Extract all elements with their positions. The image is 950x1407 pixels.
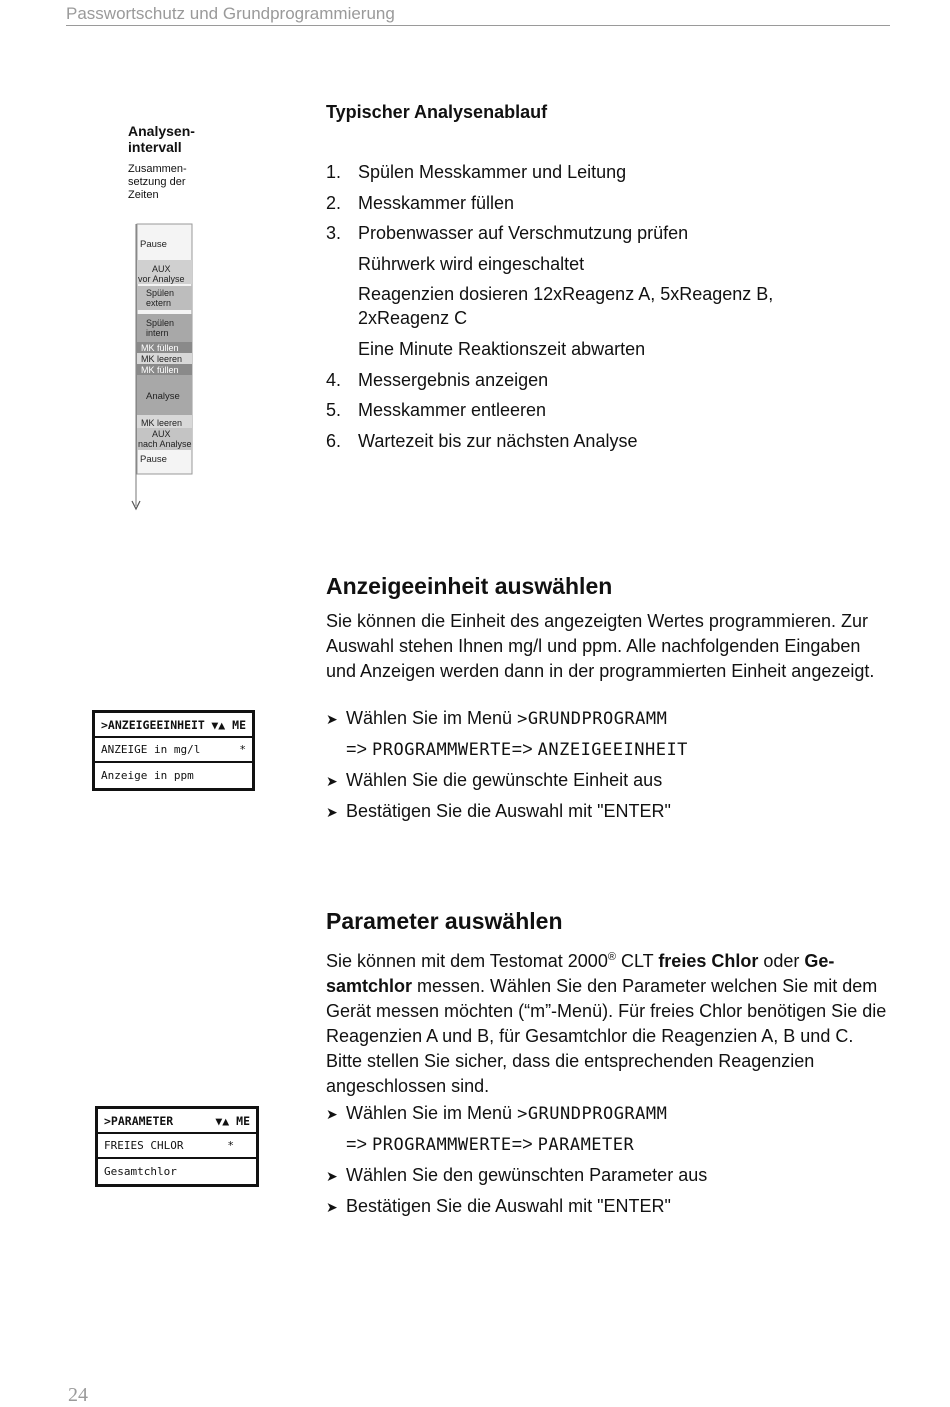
timeline-label: AUX vor Analyse bbox=[138, 264, 185, 284]
lcd-display-parameter: >PARAMETER ▼▲ ME FREIES CHLOR * Gesamtchlor bbox=[95, 1106, 259, 1187]
param-section-heading: Parameter auswählen bbox=[326, 908, 563, 934]
unit-section-paragraph: Sie können die Einheit des angezeigten Wertes programmieren. Zur Auswahl stehen Ihnen mg/l und ppm. Alle nachfolgenden Eingaben und Anzeigen werden dann in der programmierten Einheit angezeigt. bbox=[326, 611, 875, 681]
timeline-label-aux: AUX bbox=[152, 264, 171, 274]
timeline-label: Pause bbox=[140, 239, 167, 250]
timeline-diagram bbox=[128, 222, 200, 514]
timeline-label: MK füllen bbox=[141, 343, 179, 353]
arrowhead-icon: ➤ bbox=[326, 804, 338, 820]
unit-bullet-2: ➤ Wählen Sie die gewünschte Einheit aus bbox=[326, 768, 662, 793]
timeline-label: Spülen extern bbox=[146, 288, 175, 308]
list-item: Rührwerk wird eingeschaltet bbox=[358, 253, 585, 274]
arrowhead-icon: ➤ bbox=[326, 1106, 338, 1122]
param-bullet-1: ➤ Wählen Sie im Menü >GRUNDPROGRAMM bbox=[326, 1103, 668, 1124]
list-item: 5. Messkammer entleeren bbox=[326, 400, 547, 421]
analysis-heading: Typischer Analysenablauf bbox=[326, 102, 548, 122]
timeline-label: MK füllen bbox=[141, 365, 179, 375]
header-rule bbox=[66, 25, 890, 26]
page-header: Passwortschutz und Grundprogrammierung bbox=[66, 4, 395, 23]
timeline-label: Analyse bbox=[146, 391, 180, 402]
timeline-label: MK leeren bbox=[141, 418, 183, 428]
arrowhead-icon: ➤ bbox=[326, 773, 338, 789]
timeline-label: AUX nach Analyse bbox=[138, 429, 192, 449]
analysis-steps bbox=[326, 160, 886, 459]
param-section-paragraph: Sie können mit dem Testomat 2000® CLT freies Chlor oder Ge- samtchlor messen. Wählen Sie den Parameter welchen Sie mit dem Gerät messen möchten (“m”-Menü). Für freies Chlor benötigen Sie die Reagenzien A und B, für Gesamtchlor die Reagenzien A, B und C. Bitte stellen Sie sicher, dass die entsprechenden Reagenzien angeschlossen sind. bbox=[326, 951, 887, 1096]
lcd-display-unit: >ANZEIGEEINHEIT ▼▲ ME ANZEIGE in mg/l * Anzeige in ppm bbox=[92, 710, 255, 791]
list-item: Reagenzien dosieren 12xReagenz A, 5xReagenz B, 2xReagenz C bbox=[358, 284, 774, 329]
param-bullet-2: ➤ Wählen Sie den gewünschten Parameter aus bbox=[326, 1163, 707, 1188]
sidebar-subtitle: Zusammen- setzung der Zeiten bbox=[128, 163, 187, 201]
param-menu-path: => PROGRAMMWERTE=> PARAMETER bbox=[346, 1134, 635, 1155]
arrowhead-icon: ➤ bbox=[326, 711, 338, 727]
unit-bullet-3: ➤ Bestätigen Sie die Auswahl mit "ENTER" bbox=[326, 799, 671, 824]
timeline-label: Spülen intern bbox=[146, 318, 175, 338]
list-item: 6. Wartezeit bis zur nächsten Analyse bbox=[326, 430, 638, 451]
list-item: 1. Spülen Messkammer und Leitung bbox=[326, 162, 627, 182]
unit-section-heading: Anzeigeeinheit auswählen bbox=[326, 573, 613, 599]
arrowhead-icon: ➤ bbox=[326, 1168, 338, 1184]
sidebar-title: Analysen- intervall bbox=[128, 123, 195, 155]
unit-bullet-1: ➤ Wählen Sie im Menü >GRUNDPROGRAMM bbox=[326, 708, 668, 729]
list-item: 4. Messergebnis anzeigen bbox=[326, 369, 549, 390]
timeline-label: MK leeren bbox=[141, 354, 183, 364]
page-number: 24 bbox=[68, 1384, 88, 1406]
list-item: 2. Messkammer füllen bbox=[326, 192, 515, 213]
timeline-label: Pause bbox=[140, 454, 167, 465]
param-bullet-3: ➤ Bestätigen Sie die Auswahl mit "ENTER" bbox=[326, 1194, 671, 1219]
arrowhead-icon: ➤ bbox=[326, 1199, 338, 1215]
list-item: 3. Probenwasser auf Verschmutzung prüfen bbox=[326, 223, 689, 244]
unit-menu-path: => PROGRAMMWERTE=> ANZEIGEEINHEIT bbox=[346, 739, 688, 760]
list-item: Eine Minute Reaktionszeit abwarten bbox=[358, 338, 646, 359]
